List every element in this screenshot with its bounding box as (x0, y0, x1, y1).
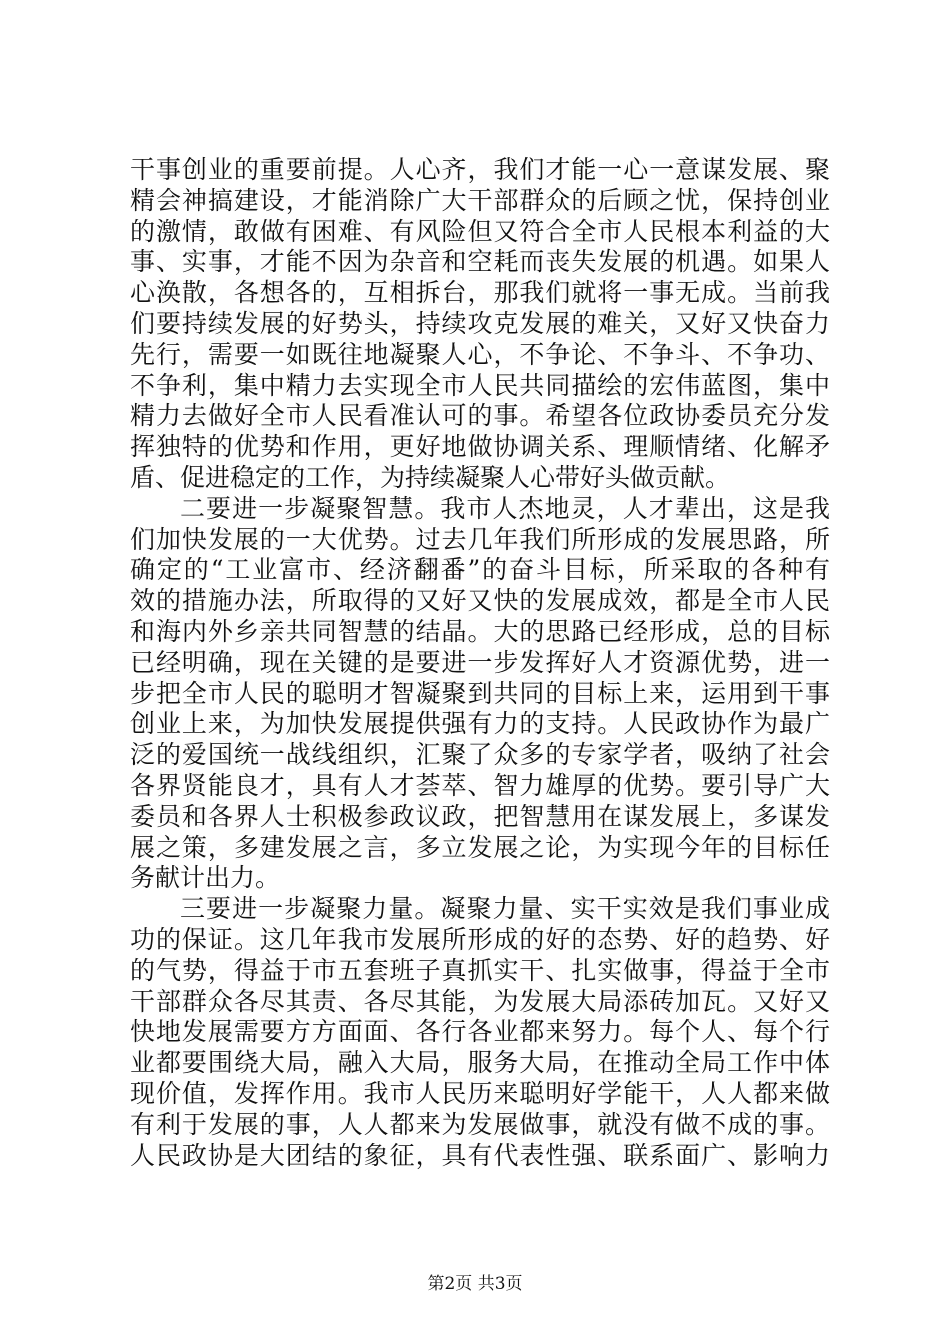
text-line: 不争利，集中精力去实现全市人民共同描绘的宏伟蓝图，集中 (130, 370, 830, 400)
page-footer: 第2页 共3页 (427, 1274, 523, 1294)
text-line: 的激情，敢做有困难、有风险但又符合全市人民根本利益的大 (130, 216, 830, 246)
text-line: 步把全市人民的聪明才智凝聚到共同的目标上来，运用到干事 (130, 678, 830, 708)
text-line: 快地发展需要方方面面、各行各业都来努力。每个人、每个行 (130, 1017, 830, 1047)
text-line: 功的保证。这几年我市发展所形成的好的态势、好的趋势、好 (130, 924, 830, 954)
text-line: 们要持续发展的好势头，持续攻克发展的难关，又好又快奋力 (130, 308, 830, 338)
text-line: 干事创业的重要前提。人心齐，我们才能一心一意谋发展、聚 (130, 155, 830, 184)
text-line: 各界贤能良才，具有人才荟萃、智力雄厚的优势。要引导广大 (130, 770, 830, 800)
text-line: 现价值，发挥作用。我市人民历来聪明好学能干，人人都来做 (130, 1078, 830, 1108)
text-line: 人民政协是大团结的象征，具有代表性强、联系面广、影响力 (130, 1140, 830, 1170)
text-line: 委员和各界人士积极参政议政，把智慧用在谋发展上，多谋发 (130, 801, 830, 831)
text-line: 业都要围绕大局，融入大局，服务大局，在推动全局工作中体 (130, 1048, 830, 1078)
text-line: 效的措施办法，所取得的又好又快的发展成效，都是全市人民 (130, 586, 830, 616)
text-line: 心涣散，各想各的，互相拆台，那我们就将一事无成。当前我 (130, 278, 830, 308)
document-body (130, 155, 830, 1171)
text-line: 先行，需要一如既往地凝聚人心，不争论、不争斗、不争功、 (130, 339, 830, 369)
text-line: 挥独特的优势和作用，更好地做协调关系、理顺情绪、化解矛 (130, 432, 830, 462)
text-line: 确定的“工业富市、经济翻番”的奋斗目标，所采取的各种有 (130, 555, 830, 585)
text-line: 的气势，得益于市五套班子真抓实干、扎实做事，得益于全市 (130, 955, 830, 985)
text-line: 有利于发展的事，人人都来为发展做事，就没有做不成的事。 (130, 1109, 830, 1139)
text-line: 盾、促进稳定的工作，为持续凝聚人心带好头做贡献。 (130, 462, 731, 492)
text-line: 精会神搞建设，才能消除广大干部群众的后顾之忧，保持创业 (130, 185, 830, 215)
text-line: 二要进一步凝聚智慧。我市人杰地灵，人才辈出，这是我 (180, 493, 830, 523)
text-line: 泛的爱国统一战线组织，汇聚了众多的专家学者，吸纳了社会 (130, 740, 830, 770)
text-line: 三要进一步凝聚力量。凝聚力量、实干实效是我们事业成 (180, 894, 830, 924)
text-line: 精力去做好全市人民看准认可的事。希望各位政协委员充分发 (130, 401, 830, 431)
text-line: 干部群众各尽其责、各尽其能，为发展大局添砖加瓦。又好又 (130, 986, 830, 1016)
text-line: 展之策，多建发展之言，多立发展之论，为实现今年的目标任 (130, 832, 830, 862)
text-line: 创业上来，为加快发展提供强有力的支持。人民政协作为最广 (130, 709, 830, 739)
text-line: 务献计出力。 (130, 863, 281, 893)
text-line: 们加快发展的一大优势。过去几年我们所形成的发展思路，所 (130, 524, 830, 554)
text-line: 事、实事，才能不因为杂音和空耗而丧失发展的机遇。如果人 (130, 247, 830, 277)
text-line: 已经明确，现在关键的是要进一步发挥好人才资源优势，进一 (130, 647, 830, 677)
text-line: 和海内外乡亲共同智慧的结晶。大的思路已经形成，总的目标 (130, 616, 830, 646)
